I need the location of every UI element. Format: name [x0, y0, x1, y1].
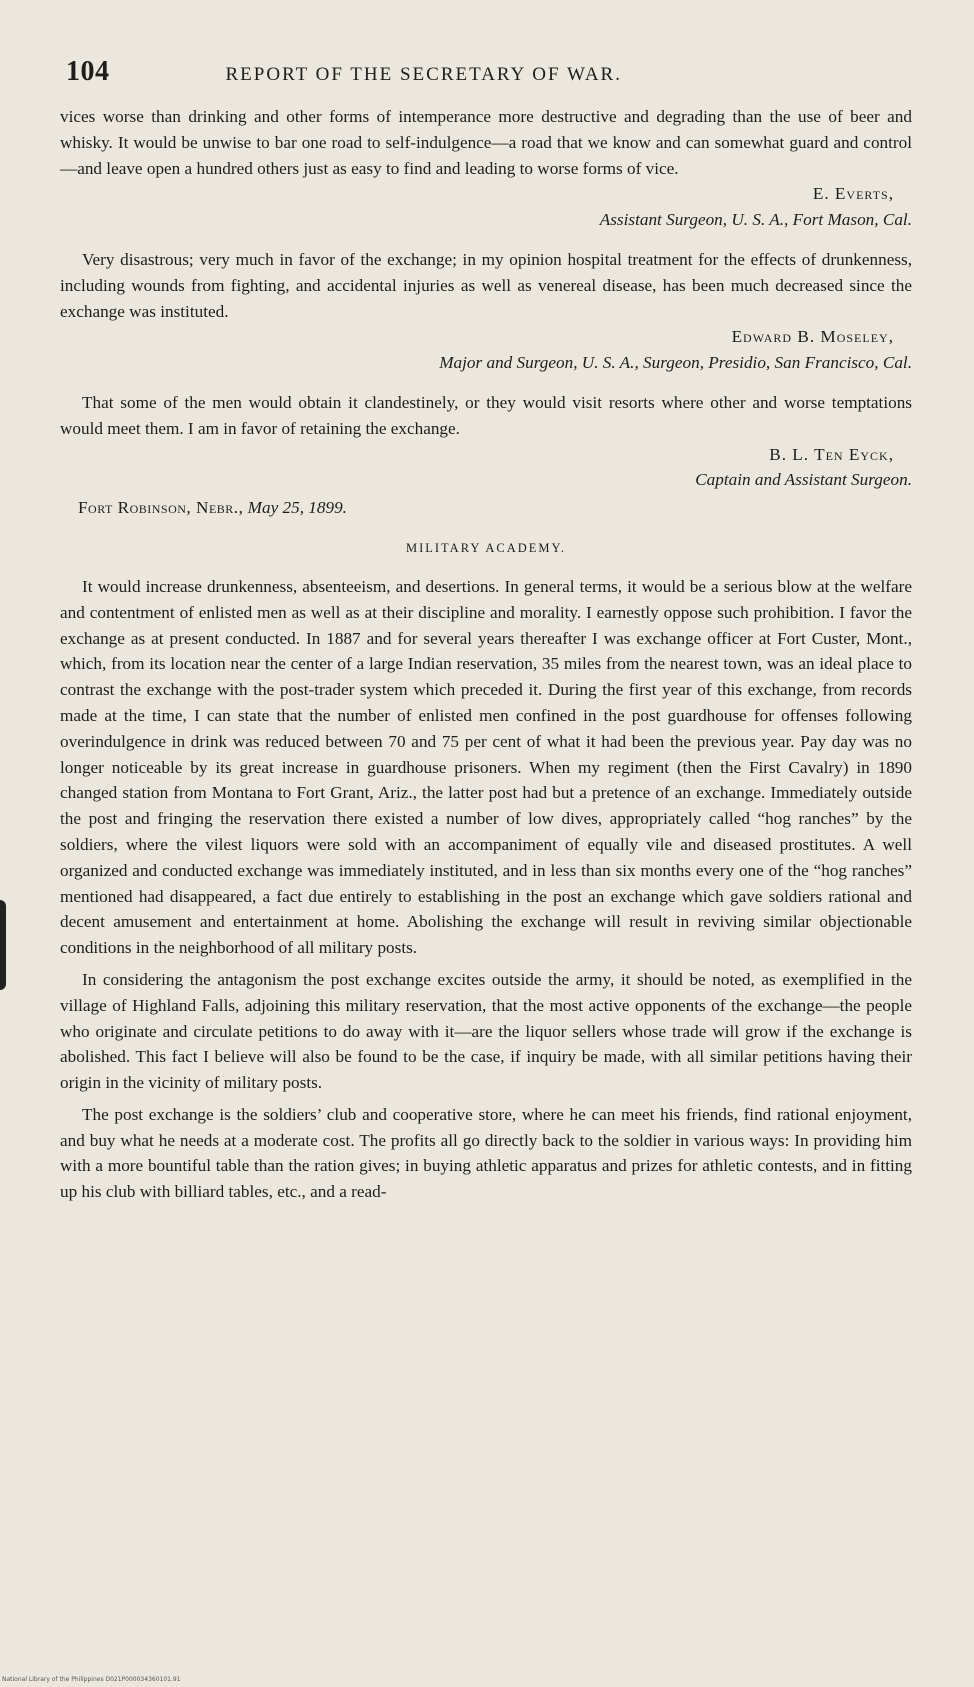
place: Fort Robinson, Nebr.,	[78, 498, 244, 518]
page-edge-shadow	[0, 900, 6, 990]
section-paragraph-2: In considering the antagonism the post exchange excites outside the army, it should be noted, as exemplified in the village of Highland Falls, adjoining this military reservation, that the most active opponents of the exchange—the people who originate and circulate petitions to do away with it—are the liquor sellers whose trade will grow if the exchange is abolished. This fact I believe will also be found to be the case, if inquiry be made, with all similar petitions having their origin in the vicinity of military posts.	[60, 969, 912, 1093]
section-paragraph-1: It would increase drunkenness, absenteeism, and desertions. In general terms, it would be a serious blow at the welfare and contentment of enlisted men as well as at their discipline and morality. I earnestly oppose such prohibition. I favor the exchange as at present conducted. In 1887 and for several years thereafter I was exchange officer at Fort Custer, Mont., which, from its location near the center of a large Indian reservation, 35 miles from the nearest town, was an ideal place to contrast the exchange with the post-trader system which preceded it. During the first year of this exchange, from records made at the time, I can state that the number of enlisted men confined in the post guardhouse for offenses following overindulgence in drink was reduced between 70 and 75 per cent of what it had been the previous year. Pay day was no longer noticeable by its great increase in guardhouse prisoners. When my regiment (then the First Cavalry) in 1890 changed station from Montana to Fort Grant, Ariz., the latter post had but a pretence of an exchange. Immediately outside the post and fringing the reservation there existed a number of low dives, appropriately called “hog ranches” by the soldiers, where the vilest liquors were sold with an accompaniment of equally vile and diseased prostitutes. A well organized and conducted exchange was immediately instituted, and in less than six months every one of the “hog ranches” mentioned had disappeared, a fact due entirely to establishing in the post an exchange which gave soldiers rational and decent amusement and entertainment at home. Abolishing the exchange will result in reviving similar objectionable conditions in the neighborhood of all military posts.	[60, 576, 912, 958]
signature-name: E. Everts,	[812, 184, 894, 204]
testimony-text: vices worse than drinking and other forms of intemperance more destructive and degrading than the use of beer and whisky. It would be unwise to bar one road to self-indulgence—a road that we know and can somewhat guard and control—and leave open a hundred others just as easy to find and leading to worse forms of vice.	[60, 107, 912, 178]
testimony-text: Very disastrous; very much in favor of the exchange; in my opinion hospital treatment for the effects of drunkenness, including wounds from fighting, and accidental injuries as well as venereal disease, has been much decreased since the exchange was instituted.	[60, 249, 912, 321]
testimony-text: That some of the men would obtain it clandestinely, or they would visit resorts where other and worse temptations would meet them. I am in favor of retaining the exchange.	[60, 392, 912, 438]
signature-name: B. L. Ten Eyck,	[769, 444, 894, 464]
place-date-line	[78, 495, 912, 521]
signature-title: Major and Surgeon, U. S. A., Surgeon, Presidio, San Francisco, Cal.	[439, 353, 912, 373]
section-paragraph-3: The post exchange is the soldiers’ club and cooperative store, where he can meet his friends, find rational enjoyment, and buy what he needs at a moderate cost. The profits all go directly back to the soldier in various ways: In providing him with a more bountiful table than the ration gives; in buying athletic apparatus and prizes for athletic contests, and in fitting up his club with billiard tables, etc., and a read-	[60, 1104, 912, 1202]
page-number: 104	[66, 56, 110, 87]
testimony-block-3	[60, 390, 912, 493]
signature-title: Assistant Surgeon, U. S. A., Fort Mason, Cal.	[599, 210, 912, 230]
date: May 25, 1899.	[247, 498, 347, 518]
page-content	[60, 56, 912, 1205]
signature-title: Captain and Assistant Surgeon.	[695, 470, 912, 490]
testimony-block-1	[60, 104, 912, 233]
testimony-block-2	[60, 247, 912, 376]
archive-stamp: National Library of the Philippines D021P000034360101.91	[2, 1676, 181, 1683]
section-heading: MILITARY ACADEMY.	[405, 540, 567, 555]
running-head: REPORT OF THE SECRETARY OF WAR.	[225, 64, 622, 85]
signature-name: Edward B. Moseley,	[731, 327, 894, 347]
page-header	[60, 56, 912, 100]
